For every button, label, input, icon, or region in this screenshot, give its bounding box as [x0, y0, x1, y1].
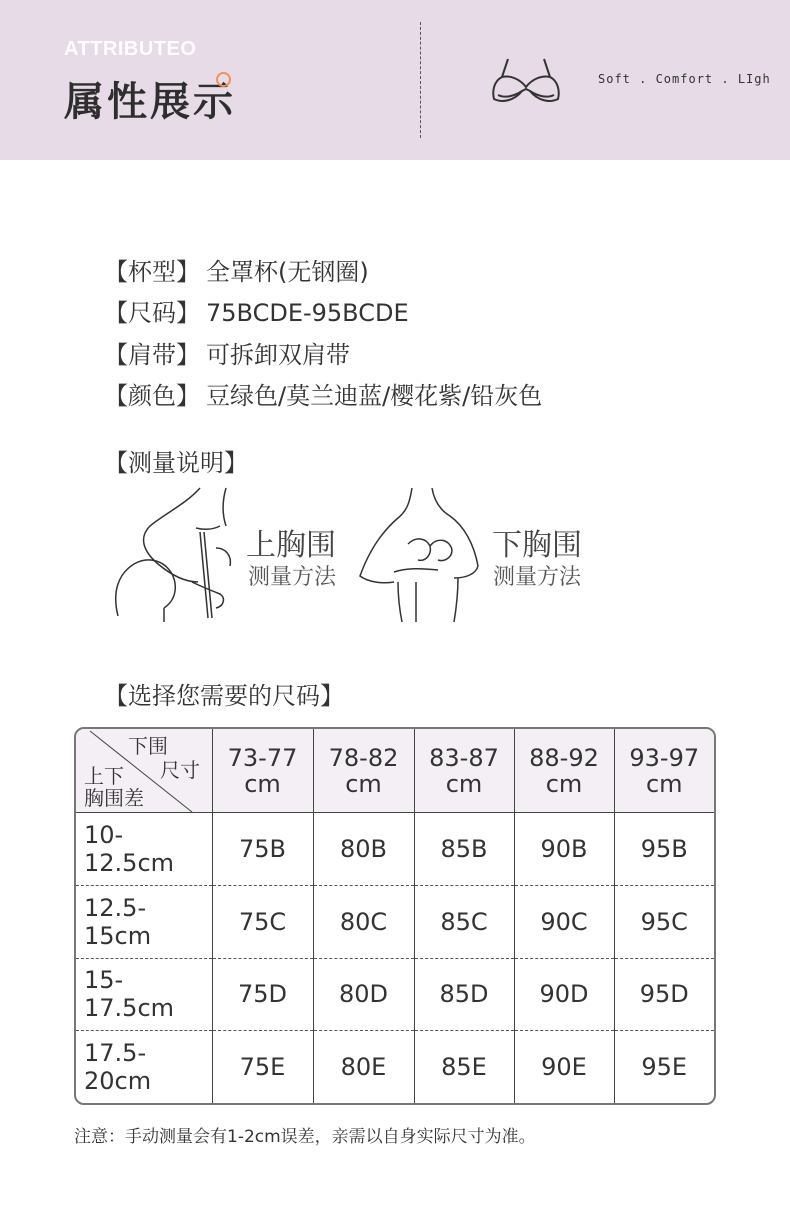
column-header — [313, 729, 414, 813]
attribute-value: 75BCDE-95BCDE — [206, 299, 409, 327]
size-cell: 75D — [212, 958, 313, 1031]
corner-right-label: 尺寸 — [160, 758, 200, 782]
size-cell: 95C — [614, 885, 714, 958]
size-cell: 85B — [414, 813, 514, 886]
size-cell: 95D — [614, 958, 714, 1031]
column-header — [414, 729, 514, 813]
measurement-note: 注意：手动测量会有1-2cm误差，亲需以自身实际尺寸为准。 — [74, 1127, 536, 1147]
size-section-title: 【选择您需要的尺码】 — [104, 682, 344, 710]
column-unit: cm — [445, 769, 483, 798]
size-cell: 90D — [514, 958, 614, 1031]
corner-left-label-2: 胸围差 — [84, 786, 144, 810]
row-diff-cell: 15-17.5cm — [76, 958, 212, 1031]
column-unit: cm — [345, 769, 382, 798]
table-header-row — [76, 729, 714, 813]
size-cell: 90E — [514, 1031, 614, 1103]
table-row — [76, 885, 714, 958]
size-cell: 85D — [414, 958, 514, 1031]
attribute-key: 【颜色】 — [104, 382, 200, 410]
column-unit: cm — [244, 769, 281, 798]
column-unit: cm — [645, 769, 683, 798]
column-header — [514, 729, 614, 813]
attribute-key: 【杯型】 — [104, 258, 200, 286]
table-corner-cell — [76, 729, 212, 813]
attribute-value: 可拆卸双肩带 — [206, 341, 350, 369]
attribute-color — [104, 376, 542, 411]
corner-top-label: 下围 — [128, 734, 168, 758]
bra-icon — [490, 55, 562, 105]
column-range: 88-92 — [529, 743, 599, 772]
attribute-value: 豆绿色/莫兰迪蓝/樱花紫/铅灰色 — [206, 382, 543, 410]
upper-bust-figure-icon — [108, 486, 244, 624]
column-header — [212, 729, 313, 813]
size-cell: 95B — [614, 813, 714, 886]
column-range: 78-82 — [328, 743, 399, 772]
upper-bust-method: 测量方法 — [248, 565, 337, 590]
attribute-cup — [104, 252, 369, 287]
size-cell: 80B — [313, 813, 414, 886]
lower-bust-figure-icon — [358, 486, 490, 624]
size-cell: 75C — [212, 885, 313, 958]
size-cell: 80D — [313, 958, 414, 1031]
attribute-value: 全罩杯(无钢圈) — [206, 258, 369, 286]
header-tagline: Soft . Comfort . LIgh — [598, 72, 771, 86]
lower-bust-label: 下胸围 — [492, 528, 582, 563]
header-cn-title: 属性展示 — [64, 79, 236, 125]
size-cell: 90C — [514, 885, 614, 958]
column-range: 83-87 — [429, 743, 499, 772]
corner-left-label-1: 上下 — [84, 764, 124, 788]
attribute-strap — [104, 335, 350, 370]
size-cell: 95E — [614, 1031, 714, 1103]
size-cell: 80C — [313, 885, 414, 958]
measure-section-title: 【测量说明】 — [104, 449, 248, 477]
size-cell: 75E — [212, 1031, 313, 1103]
size-table — [74, 727, 716, 1105]
table-row — [76, 1031, 714, 1103]
attribute-size — [104, 293, 409, 328]
column-range: 73-77 — [227, 743, 298, 772]
attribute-key: 【尺码】 — [104, 299, 200, 327]
row-diff-cell: 10-12.5cm — [84, 820, 175, 877]
header-banner — [0, 0, 790, 160]
size-cell: 85C — [414, 885, 514, 958]
attribute-key: 【肩带】 — [104, 341, 200, 369]
column-unit: cm — [545, 769, 583, 798]
column-range: 93-97 — [629, 743, 700, 772]
lower-bust-method: 测量方法 — [493, 565, 582, 590]
column-header — [614, 729, 714, 813]
table-row — [76, 958, 714, 1031]
table-row — [76, 813, 714, 886]
row-diff-cell: 17.5-20cm — [76, 1031, 212, 1103]
size-cell: 80E — [313, 1031, 414, 1103]
size-cell: 90B — [514, 813, 614, 886]
header-en-title: ATTRIBUTEO — [64, 38, 197, 60]
size-cell: 85E — [414, 1031, 514, 1103]
header-divider — [420, 22, 421, 138]
circle-accent-icon — [216, 72, 231, 87]
row-diff-cell: 12.5-15cm — [76, 885, 212, 958]
upper-bust-label: 上胸围 — [246, 528, 336, 563]
size-cell: 75B — [212, 813, 313, 886]
